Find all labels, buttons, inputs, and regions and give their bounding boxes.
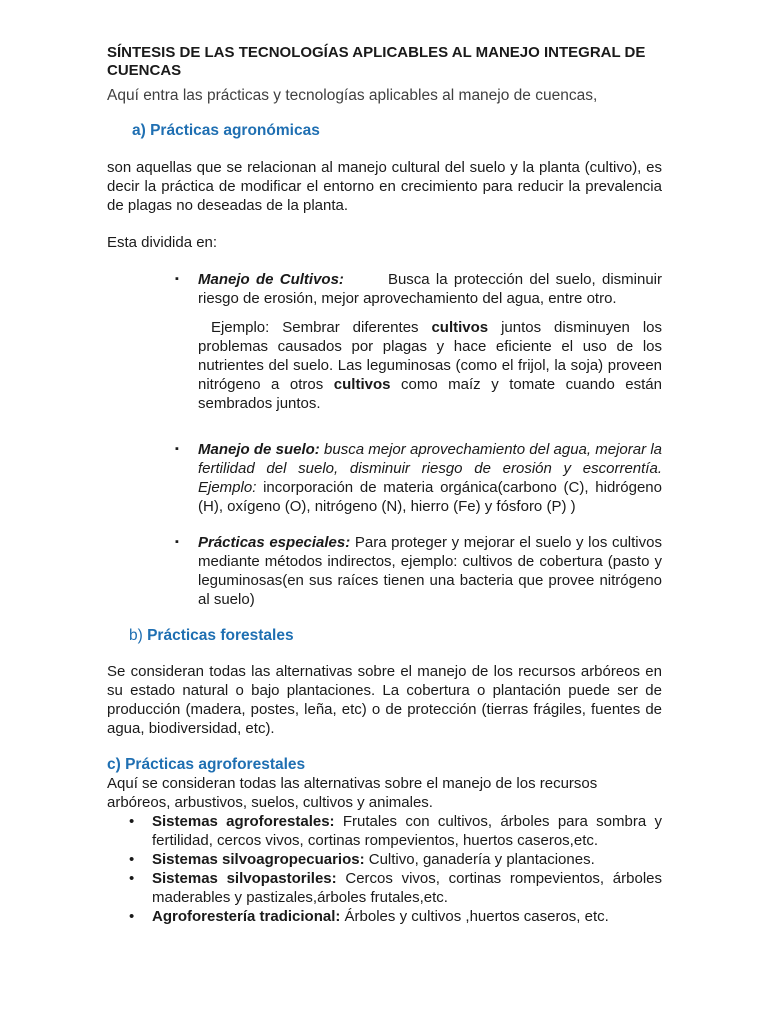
divided-text: Esta dividida en:	[107, 234, 218, 251]
item-label: Agroforestería tradicional:	[152, 908, 341, 925]
square-bullet-icon: ▪	[175, 536, 179, 548]
bullet-icon: •	[129, 813, 135, 830]
square-bullet-icon: ▪	[175, 273, 179, 285]
section-c-heading: c) Prácticas agroforestales	[107, 756, 306, 773]
bullet-icon: •	[129, 870, 135, 887]
section-b-heading: b) Prácticas forestales	[129, 627, 294, 644]
example-paragraph: Ejemplo: Sembrar diferentes cultivos juntos disminuyen los problemas causados por plagas y hace eficiente el uso de los nutrientes del suelo. Las leguminosas (como el frijol, la soja) proveen nitrógeno a otros cultivos como maíz y tomate cuando están sembrados juntos.	[198, 319, 663, 412]
item-label: Sistemas silvoagropecuarios:	[152, 851, 365, 868]
item-label: Sistemas agroforestales:	[152, 813, 335, 830]
list-item-manejo-suelo	[107, 440, 662, 516]
list-item	[107, 907, 662, 926]
item-text: Para proteger y mejorar el suelo y los cultivos mediante métodos indirectos, ejemplo: cultivos de cobertura (pasto y leguminosas(en sus raíces tienen una bacteria que provee nitrógeno al suelo)	[198, 534, 662, 608]
list-item-manejo-cultivos	[107, 270, 662, 308]
item-label: Sistemas silvopastoriles:	[152, 870, 337, 887]
item-text: incorporación de materia orgánica(carbono (C), hidrógeno (H), oxígeno (O), nitrógeno (N), hierro (Fe) y fósforo (P) )	[198, 479, 662, 515]
bullet-icon: •	[129, 851, 135, 868]
list-item	[107, 850, 662, 869]
item-label: Prácticas especiales:	[198, 534, 351, 551]
section-b-paragraph: Se consideran todas las alternativas sobre el manejo de los recursos arbóreos en su estado natural o bajo plantaciones. La cobertura o plantación puede ser de producción (madera, postes, leña, etc) o de protección (tierras frágiles, fuentes de agua, biodiversidad, etc).	[107, 663, 662, 737]
item-text: Frutales con cultivos, árboles para sombra y fertilidad, cercos vivos, cortinas rompevientos, huertos caseros,etc.	[152, 813, 662, 849]
item-text: Árboles y cultivos ,huertos caseros, etc.	[340, 908, 609, 925]
section-a-heading: a) Prácticas agronómicas	[132, 122, 320, 139]
item-text: Busca la protección del suelo, disminuir riesgo de erosión, mejor aprovechamiento del agua, entre otro.	[198, 271, 662, 307]
list-item-practicas-especiales	[107, 533, 662, 609]
document-page	[107, 44, 662, 926]
item-label: Manejo de suelo:	[198, 441, 320, 458]
list-item	[107, 869, 662, 907]
intro-text: Aquí entra las prácticas y tecnologías aplicables al manejo de cuencas,	[107, 87, 598, 104]
bullet-icon: •	[129, 908, 135, 925]
item-text: Cercos vivos, cortinas rompevientos, árboles maderables y pastizales,árboles frutales,etc.	[152, 870, 662, 906]
section-c-paragraph: Aquí se consideran todas las alternativas sobre el manejo de los recursos arbóreos, arbustivos, suelos, cultivos y animales.	[107, 775, 598, 811]
item-text: Cultivo, ganadería y plantaciones.	[364, 851, 595, 868]
section-a-paragraph: son aquellas que se relacionan al manejo cultural del suelo y la planta (cultivo), es decir la práctica de modificar el entorno en crecimiento para reducir la prevalencia de plagas no deseadas de la planta.	[107, 159, 662, 214]
list-item	[107, 812, 662, 850]
square-bullet-icon: ▪	[175, 443, 179, 455]
document-title: SÍNTESIS DE LAS TECNOLOGÍAS APLICABLES AL MANEJO INTEGRAL DE CUENCAS	[107, 44, 646, 79]
item-label: Manejo de Cultivos:	[198, 271, 344, 288]
item-italic-text: busca mejor aprovechamiento del agua, mejorar la fertilidad del suelo, disminuir riesgo de erosión y escorrentía. Ejemplo:	[198, 441, 662, 496]
